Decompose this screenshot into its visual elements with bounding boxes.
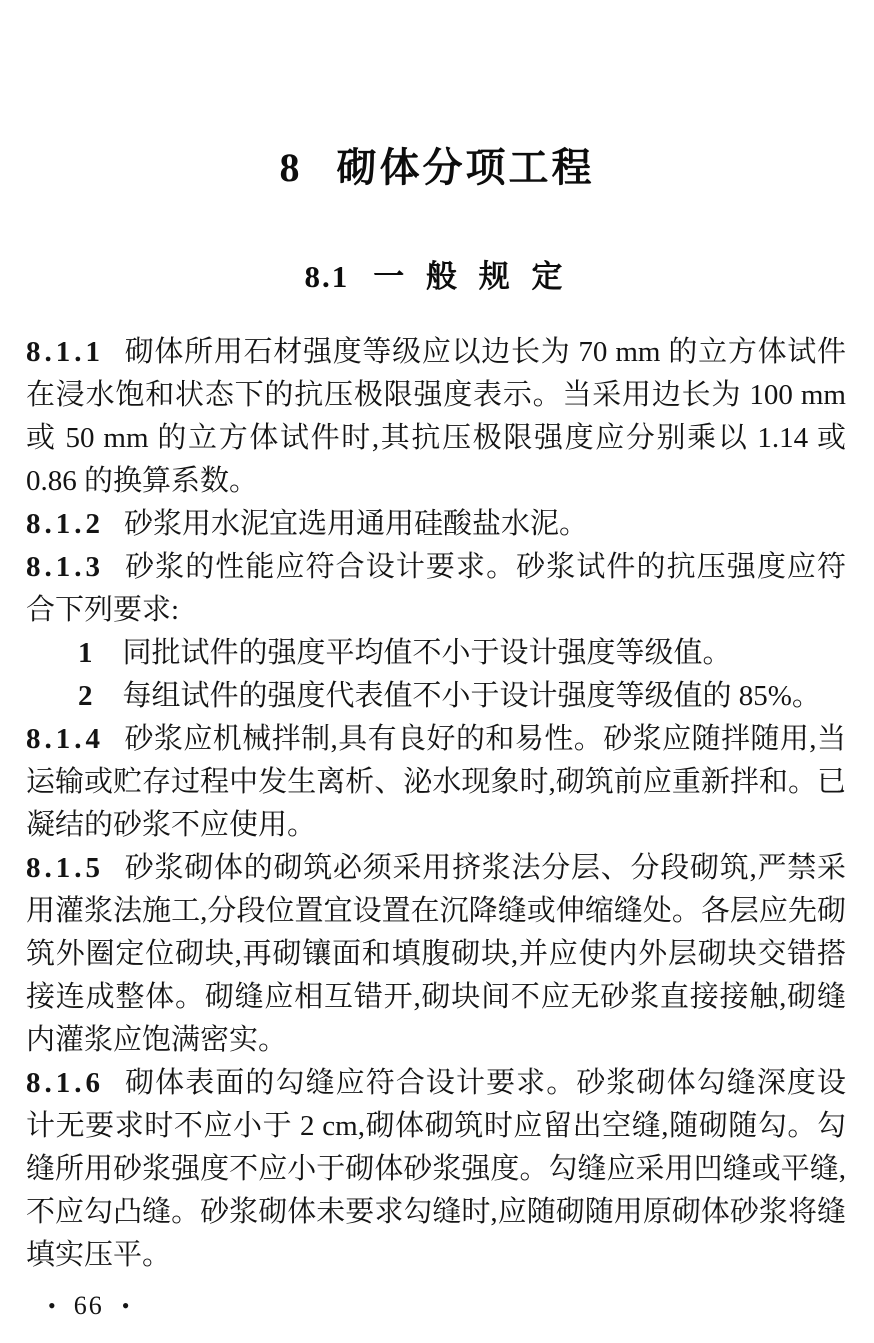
clause-number: 8.1.2 <box>26 508 104 540</box>
clause-8-1-3-subitem-2 <box>26 675 846 718</box>
clause-list <box>26 331 846 1277</box>
section-heading <box>0 190 874 294</box>
clause-8-1-4 <box>26 718 846 847</box>
section-title: 一 般 规 定 <box>373 259 570 294</box>
clause-number: 8.1.3 <box>26 551 104 583</box>
clause-8-1-3 <box>26 546 846 632</box>
clause-number: 8.1.5 <box>26 852 104 884</box>
footer-dot-left: • <box>48 1293 56 1318</box>
subitem-number: 2 <box>78 680 93 712</box>
subitem-text: 每组试件的强度代表值不小于设计强度等级值的 85%。 <box>122 680 821 712</box>
clause-number: 8.1.6 <box>26 1067 104 1099</box>
chapter-number: 8 <box>279 145 303 190</box>
clause-8-1-3-subitem-1 <box>26 632 846 675</box>
footer-dot-right: • <box>121 1293 130 1318</box>
clause-8-1-6 <box>26 1062 846 1277</box>
clause-text: 砌体表面的勾缝应符合设计要求。砂浆砌体勾缝深度设计无要求时不应小于 2 cm,砌体砌筑时应留出空缝,随砌随勾。勾缝所用砂浆强度不应小于砌体砂浆强度。勾缝应采用凹缝或平缝,不应勾凸缝。砂浆砌体未要求勾缝时,应随砌随用原砌体砂浆将缝填实压平。 <box>26 1067 846 1271</box>
chapter-title: 砌体分项工程 <box>336 146 595 190</box>
section-number: 8.1 <box>304 259 350 294</box>
page-number: 66 <box>73 1291 104 1320</box>
clause-text: 砂浆用水泥宜选用通用硅酸盐水泥。 <box>124 508 589 540</box>
subitem-text: 同批试件的强度平均值不小于设计强度等级值。 <box>122 637 732 669</box>
clause-8-1-5 <box>26 847 846 1062</box>
clause-text: 砂浆的性能应符合设计要求。砂浆试件的抗压强度应符合下列要求: <box>26 551 846 626</box>
clause-number: 8.1.4 <box>26 723 104 755</box>
clause-8-1-1 <box>26 331 846 503</box>
subitem-number: 1 <box>78 637 93 669</box>
clause-text: 砂浆砌体的砌筑必须采用挤浆法分层、分段砌筑,严禁采用灌浆法施工,分段位置宜设置在沉降缝或伸缩缝处。各层应先砌筑外圈定位砌块,再砌镶面和填腹砌块,并应使内外层砌块交错搭接连成整体。砌缝应相互错开,砌块间不应无砂浆直接接触,砌缝内灌浆应饱满密实。 <box>26 852 846 1056</box>
clause-8-1-2 <box>26 503 846 546</box>
clause-text: 砂浆应机械拌制,具有良好的和易性。砂浆应随拌随用,当运输或贮存过程中发生离析、泌水现象时,砌筑前应重新拌和。已凝结的砂浆不应使用。 <box>26 723 846 841</box>
clause-text: 砌体所用石材强度等级应以边长为 70 mm 的立方体试件在浸水饱和状态下的抗压极限强度表示。当采用边长为 100 mm 或 50 mm 的立方体试件时,其抗压极限强度应分别乘以 1.14 或 0.86 的换算系数。 <box>26 336 846 497</box>
clause-number: 8.1.1 <box>26 336 104 368</box>
chapter-heading <box>0 0 874 190</box>
page-footer <box>48 1291 874 1321</box>
